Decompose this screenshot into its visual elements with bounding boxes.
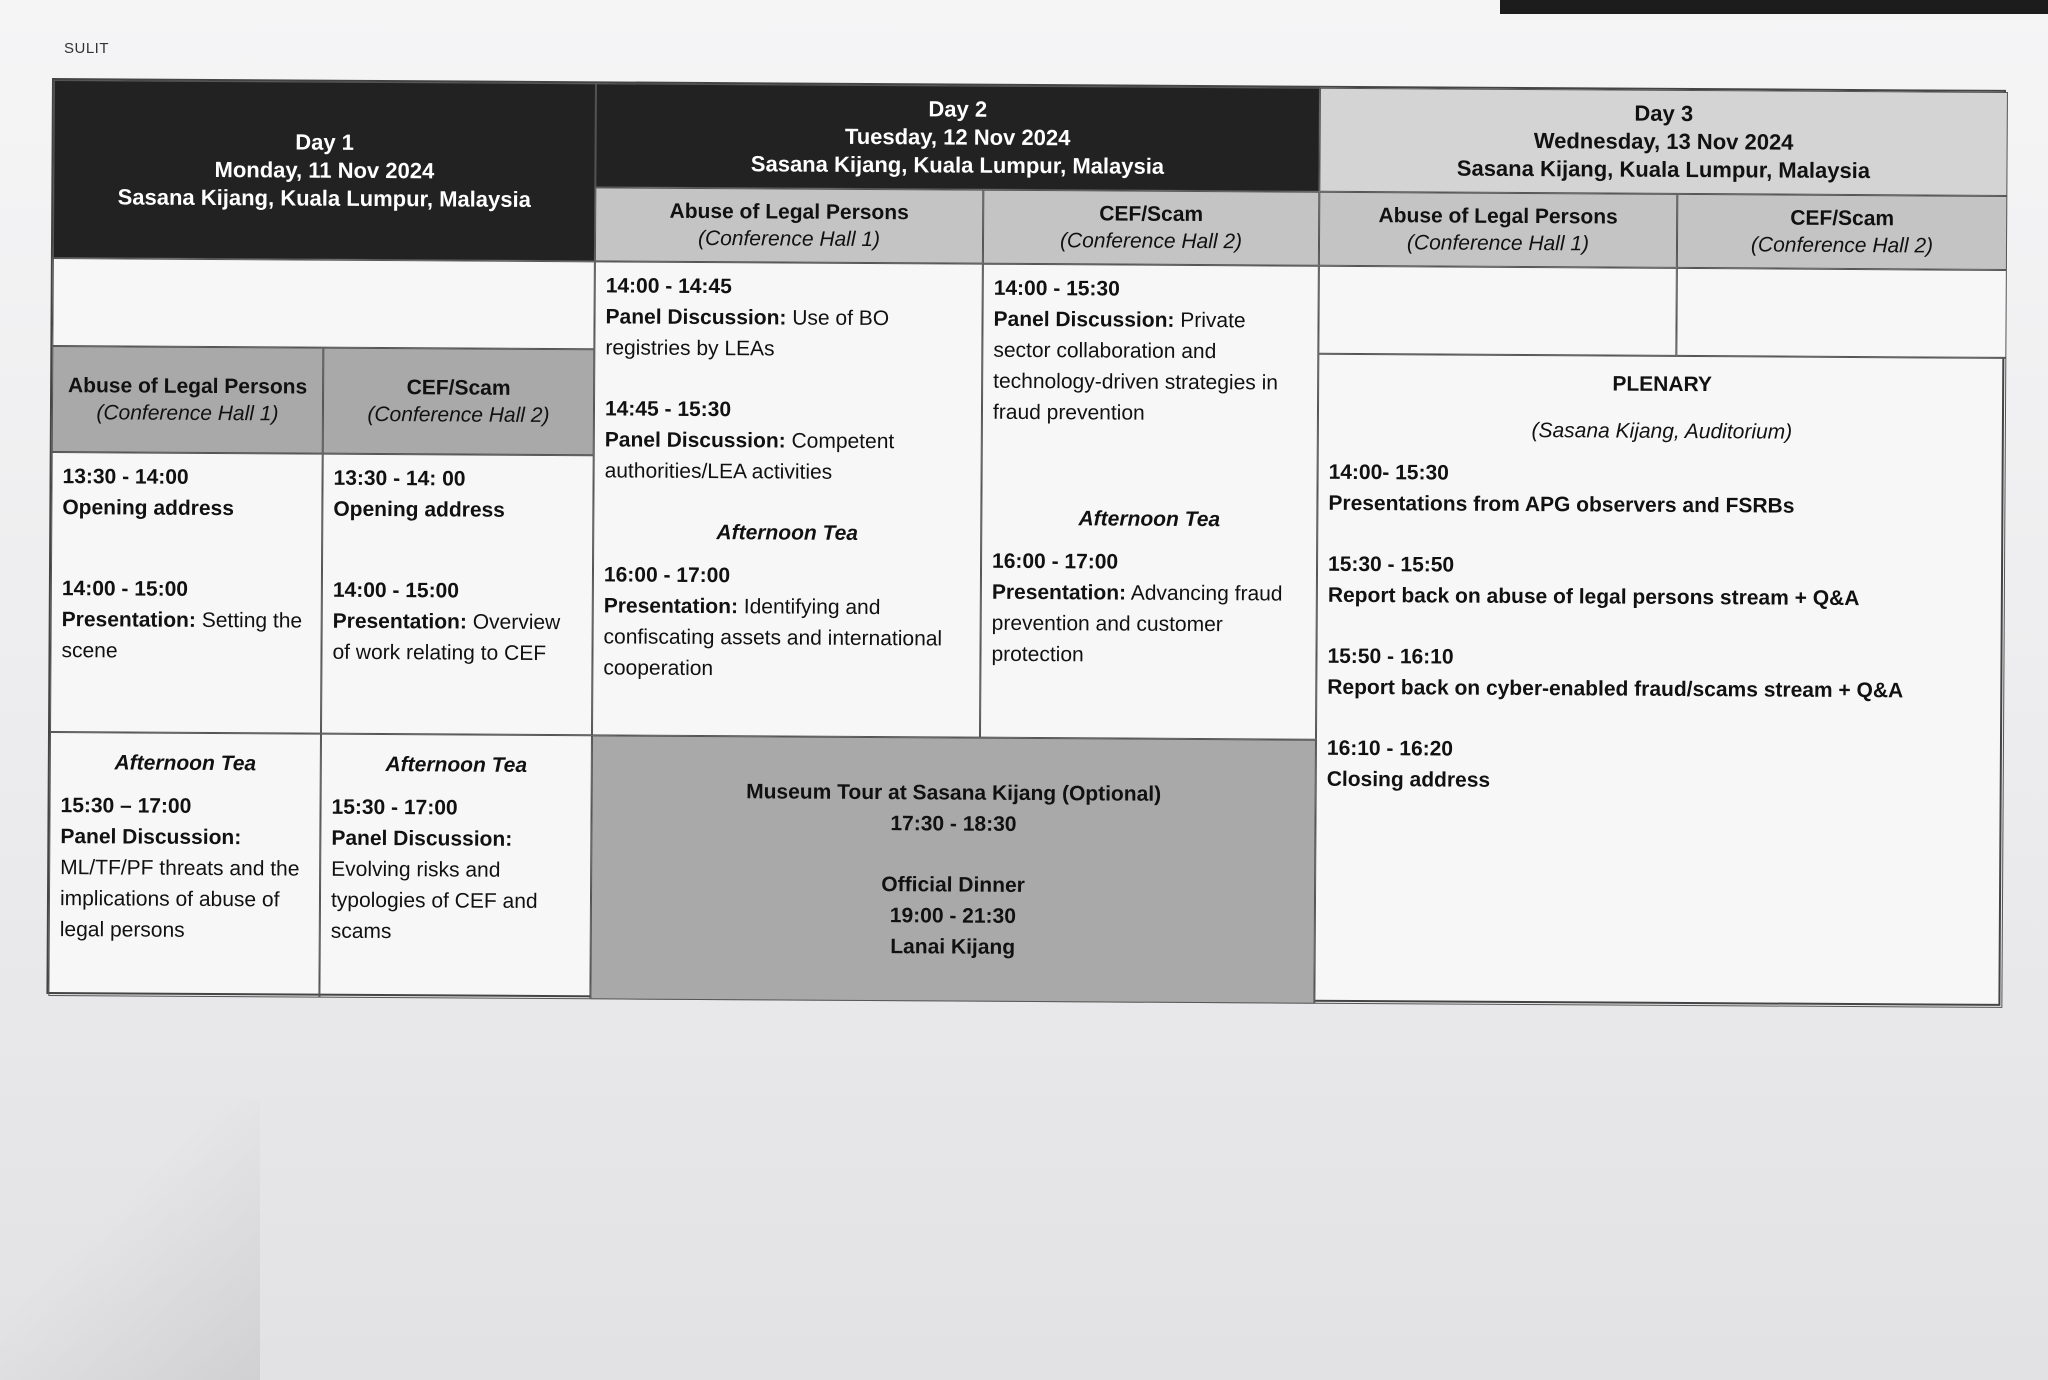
stream-hall: (Conference Hall 2): [367, 402, 550, 428]
session-type: Panel Discussion:: [604, 428, 786, 453]
afternoon-tea: Afternoon Tea: [385, 753, 528, 777]
session: [332, 575, 582, 670]
day1-blank-row: [52, 258, 595, 349]
session: [605, 270, 972, 365]
day2-stream1-header: [595, 187, 983, 263]
session: [993, 273, 1308, 475]
stream-hall: (Conference Hall 2): [1059, 229, 1243, 254]
session-time: 14:45 - 15:30: [604, 397, 732, 422]
plenary-title: PLENARY: [1612, 372, 1713, 397]
dinner-title: Official Dinner: [881, 872, 1025, 897]
day2-stream2-header: [983, 190, 1319, 266]
day3-stream1-blank: [1318, 266, 1677, 356]
day1-header: [53, 80, 596, 261]
session-title: Overview of work relating to CEF: [332, 610, 561, 666]
classification-mark: SULIT: [64, 40, 110, 57]
session: [1327, 733, 1993, 799]
session-title: Presentations from APG observers and FSRBs: [1328, 491, 1795, 518]
stream-name: CEF/Scam: [1790, 206, 1895, 231]
day3-plenary: [1314, 354, 2006, 1008]
stream-hall: (Conference Hall 1): [697, 226, 881, 252]
session-type: Presentation:: [61, 608, 196, 632]
session-title: Evolving risks and typologies of CEF and scams: [330, 857, 538, 944]
afternoon-tea: Afternoon Tea: [1078, 507, 1221, 532]
tour-title: Museum Tour at Sasana Kijang (Optional): [746, 779, 1162, 806]
session-type: Panel Discussion:: [993, 307, 1175, 332]
session: [991, 546, 1306, 672]
day1-stream2-late: [319, 734, 592, 1000]
session-title: Opening address: [333, 497, 505, 522]
day2-header: [595, 83, 1320, 191]
session: [62, 461, 311, 525]
session-time: 16:00 - 17:00: [991, 549, 1119, 574]
session-time: 14:00 - 15:00: [332, 578, 460, 603]
dark-edge: [1500, 0, 2048, 14]
stream-hall: (Conference Hall 1): [1406, 231, 1590, 256]
session-title: Identifying and confiscating assets and international cooperation: [603, 595, 943, 681]
session-time: 14:00 - 15:00: [61, 577, 189, 601]
tour-time: 17:30 - 18:30: [890, 811, 1017, 836]
session-time: 15:50 - 16:10: [1327, 644, 1454, 669]
day1-stream1-late: [48, 732, 321, 998]
dinner-venue: Lanai Kijang: [890, 934, 1016, 959]
session-type: Presentation:: [332, 609, 467, 634]
session: [61, 573, 311, 668]
afternoon-tea: Afternoon Tea: [716, 521, 859, 545]
plenary-venue: (Sasana Kijang, Auditorium): [1531, 419, 1793, 444]
session-type: Presentation:: [991, 580, 1127, 605]
session-time: 16:10 - 16:20: [1326, 736, 1454, 761]
day3-stream2-blank: [1676, 268, 2007, 358]
session-title: ML/TF/PF threats and the implications of abuse of legal persons: [59, 856, 300, 942]
day1-stream2-header: [323, 348, 595, 456]
session-time: 14:00 - 14:45: [605, 274, 732, 299]
stream-hall: (Conference Hall 1): [96, 401, 279, 426]
day3-stream2-header: [1677, 194, 2007, 270]
day2-evening-box: [590, 735, 1316, 1003]
session-time: 14:00 - 15:30: [993, 276, 1120, 301]
session-title: Advancing fraud prevention and customer protection: [991, 581, 1283, 667]
session-time: 14:00- 15:30: [1328, 460, 1449, 485]
stream-name: Abuse of Legal Persons: [1378, 204, 1618, 229]
session-title: Report back on abuse of legal persons stream + Q&A: [1327, 583, 1860, 611]
session-title: Setting the scene: [61, 608, 303, 663]
stream-name: Abuse of Legal Persons: [669, 199, 909, 225]
session-title: Competent authorities/LEA activities: [604, 429, 895, 484]
stream-name: Abuse of Legal Persons: [67, 374, 308, 399]
session-time: 13:30 - 14:00: [62, 465, 189, 489]
session-time: 15:30 – 17:00: [60, 794, 192, 818]
session-type: Presentation:: [603, 594, 739, 619]
day3-date: Wednesday, 13 Nov 2024: [1533, 128, 1794, 155]
stream-name: CEF/Scam: [1099, 202, 1204, 227]
day3-header: [1319, 88, 2008, 196]
session-type: Panel Discussion:: [605, 305, 787, 330]
session: [605, 393, 972, 488]
day2-stream2-sessions: [980, 264, 1319, 740]
session: [1328, 457, 1994, 523]
session-title: Closing address: [1326, 767, 1491, 792]
day3-venue: Sasana Kijang, Kuala Lumpur, Malaysia: [1456, 155, 1871, 184]
session-title: Use of BO registries by LEAs: [605, 306, 890, 361]
session-title: Report back on cyber-enabled fraud/scams stream + Q&A: [1327, 675, 1904, 703]
day2-date: Tuesday, 12 Nov 2024: [844, 123, 1071, 151]
programme-table: [46, 78, 2006, 1006]
paper-shadow: [0, 1100, 260, 1380]
afternoon-tea: Afternoon Tea: [114, 751, 257, 776]
day1-title: Day 1: [295, 129, 355, 155]
session-time: 16:00 - 17:00: [603, 563, 731, 588]
day1-venue: Sasana Kijang, Kuala Lumpur, Malaysia: [117, 184, 531, 212]
session: [333, 463, 582, 527]
stream-hall: (Conference Hall 2): [1750, 233, 1934, 258]
day2-title: Day 2: [928, 96, 988, 122]
session-time: 15:30 - 17:00: [331, 795, 458, 820]
session-type: Panel Discussion:: [60, 825, 242, 850]
session-title: Private sector collaboration and technology-driven strategies in fraud prevention: [992, 308, 1279, 425]
session-time: 15:30 - 15:50: [1327, 552, 1455, 577]
day2-stream1-sessions: [592, 261, 983, 737]
session: [1328, 549, 1994, 615]
session-type: Panel Discussion:: [331, 826, 513, 851]
day2-venue: Sasana Kijang, Kuala Lumpur, Malaysia: [750, 151, 1165, 179]
stream-name: CEF/Scam: [406, 376, 511, 400]
day3-title: Day 3: [1634, 100, 1694, 127]
session-title: Opening address: [62, 496, 234, 521]
day1-stream2-early: [321, 454, 594, 736]
day3-stream1-header: [1319, 192, 1677, 268]
day1-stream1-header: [52, 346, 324, 454]
session-time: 13:30 - 14: 00: [333, 466, 466, 491]
session: [1327, 641, 1993, 707]
session: [603, 559, 970, 685]
day1-date: Monday, 11 Nov 2024: [214, 156, 435, 184]
day1-stream1-early: [50, 452, 323, 734]
dinner-time: 19:00 - 21:30: [889, 903, 1017, 928]
